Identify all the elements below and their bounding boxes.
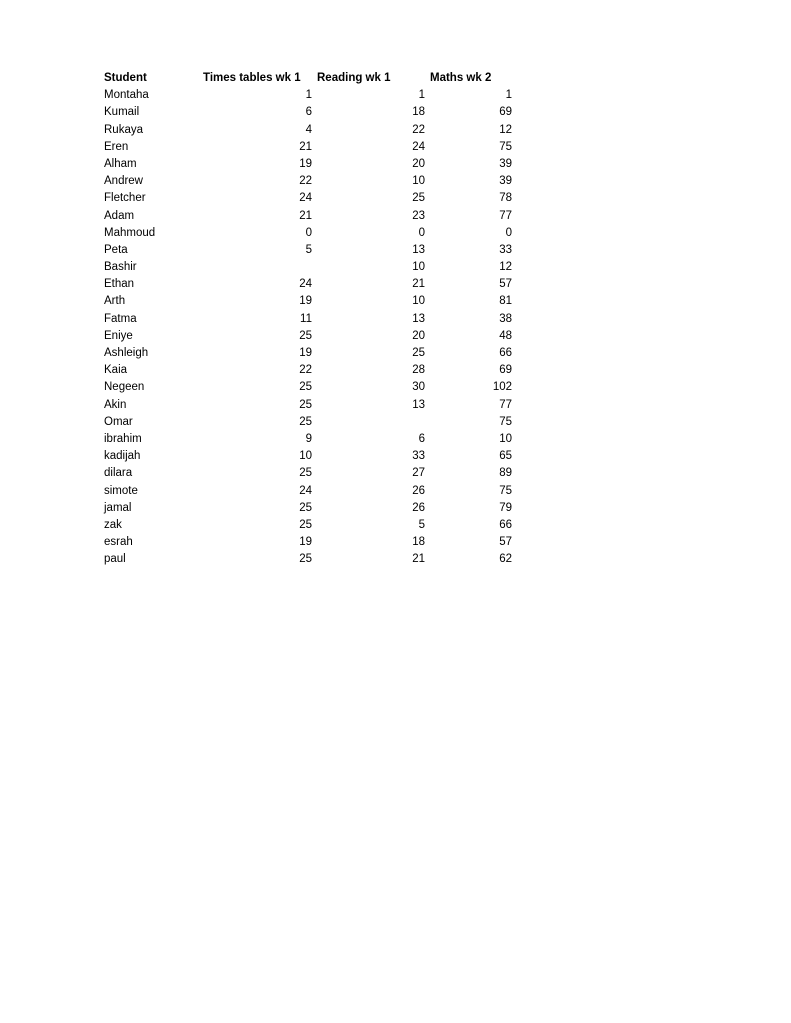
reading-cell: 28 xyxy=(412,364,425,377)
student-name-cell: Ethan xyxy=(104,278,135,291)
reading-cell: 18 xyxy=(412,536,425,549)
reading-cell: 10 xyxy=(412,175,425,188)
student-name-cell: Ashleigh xyxy=(104,347,149,359)
reading-cell: 33 xyxy=(412,450,425,463)
maths-cell: 69 xyxy=(499,106,512,119)
times-tables-cell: 22 xyxy=(299,175,312,188)
times-tables-cell: 10 xyxy=(299,450,312,463)
table-row xyxy=(104,311,524,328)
student-name-cell: paul xyxy=(104,553,126,566)
times-tables-cell: 6 xyxy=(305,106,312,119)
reading-cell: 1 xyxy=(418,89,425,102)
reading-cell: 30 xyxy=(412,381,425,394)
table-row xyxy=(104,414,524,431)
times-tables-cell: 25 xyxy=(299,518,312,531)
maths-cell: 77 xyxy=(499,209,512,222)
reading-cell: 10 xyxy=(412,261,425,274)
table-row xyxy=(104,208,524,225)
student-name-cell: Andrew xyxy=(104,175,143,188)
times-tables-cell: 25 xyxy=(299,553,312,566)
table-row xyxy=(104,87,524,104)
table-row xyxy=(104,225,524,242)
student-name-cell: jamal xyxy=(104,501,132,514)
reading-cell: 25 xyxy=(412,192,425,205)
table-row xyxy=(104,173,524,190)
times-tables-cell: 24 xyxy=(299,278,312,291)
reading-cell: 5 xyxy=(418,518,425,531)
table-row xyxy=(104,259,524,276)
maths-cell: 39 xyxy=(499,175,512,188)
maths-cell: 79 xyxy=(499,501,512,514)
times-tables-cell: 22 xyxy=(299,364,312,377)
maths-cell: 66 xyxy=(499,347,512,359)
student-name-cell: dilara xyxy=(104,467,133,480)
header-student: Student xyxy=(104,72,147,84)
times-tables-cell: 25 xyxy=(299,398,312,411)
reading-cell: 20 xyxy=(412,329,425,342)
reading-cell: 26 xyxy=(412,501,425,514)
maths-cell: 33 xyxy=(499,243,512,256)
maths-cell: 10 xyxy=(499,432,512,445)
maths-cell: 0 xyxy=(505,226,512,239)
times-tables-cell: 24 xyxy=(299,484,312,497)
table-row xyxy=(104,483,524,500)
maths-cell: 1 xyxy=(505,89,512,102)
times-tables-cell: 25 xyxy=(299,329,312,342)
reading-cell: 22 xyxy=(412,123,425,136)
table-row xyxy=(104,448,524,465)
maths-cell: 12 xyxy=(499,123,512,136)
maths-cell: 77 xyxy=(499,398,512,411)
student-name-cell: Adam xyxy=(104,209,135,222)
times-tables-cell: 25 xyxy=(299,381,312,394)
maths-cell: 38 xyxy=(499,312,512,325)
reading-cell: 27 xyxy=(412,467,425,480)
student-name-cell: Arth xyxy=(104,295,126,308)
maths-cell: 12 xyxy=(499,261,512,274)
reading-cell: 13 xyxy=(412,398,425,411)
reading-cell: 24 xyxy=(412,140,425,153)
maths-cell: 57 xyxy=(499,278,512,291)
table-row xyxy=(104,156,524,173)
maths-cell: 75 xyxy=(499,415,512,428)
scores-sheet xyxy=(104,70,524,568)
times-tables-cell: 4 xyxy=(305,123,312,136)
table-row xyxy=(104,362,524,379)
table-row xyxy=(104,328,524,345)
table-row xyxy=(104,431,524,448)
reading-cell: 18 xyxy=(412,106,425,119)
maths-cell: 62 xyxy=(499,553,512,566)
maths-cell: 81 xyxy=(499,295,512,308)
student-name-cell: simote xyxy=(104,484,138,497)
maths-cell: 39 xyxy=(499,157,512,170)
reading-cell: 21 xyxy=(412,553,425,566)
student-name-cell: Montaha xyxy=(104,89,149,102)
reading-cell: 0 xyxy=(418,226,425,239)
maths-cell: 57 xyxy=(499,536,512,549)
student-name-cell: Fatma xyxy=(104,312,137,325)
reading-cell: 23 xyxy=(412,209,425,222)
table-row xyxy=(104,190,524,207)
student-name-cell: Eniye xyxy=(104,329,133,342)
reading-cell: 26 xyxy=(412,484,425,497)
table-row xyxy=(104,242,524,259)
student-name-cell: Kaia xyxy=(104,364,128,377)
maths-cell: 102 xyxy=(492,381,512,394)
student-name-cell: Bashir xyxy=(104,261,137,274)
student-name-cell: Mahmoud xyxy=(104,226,156,239)
maths-cell: 75 xyxy=(499,140,512,153)
table-row xyxy=(104,500,524,517)
reading-cell: 25 xyxy=(412,347,425,359)
student-name-cell: esrah xyxy=(104,536,133,549)
reading-cell: 20 xyxy=(412,157,425,170)
reading-cell: 13 xyxy=(412,312,425,325)
times-tables-cell: 5 xyxy=(305,243,312,256)
reading-cell: 10 xyxy=(412,295,425,308)
times-tables-cell: 25 xyxy=(299,415,312,428)
table-row xyxy=(104,517,524,534)
student-name-cell: Kumail xyxy=(104,106,140,119)
student-name-cell: Fletcher xyxy=(104,192,146,205)
maths-cell: 75 xyxy=(499,484,512,497)
maths-cell: 78 xyxy=(499,192,512,205)
times-tables-cell: 19 xyxy=(299,157,312,170)
times-tables-cell: 19 xyxy=(299,347,312,359)
times-tables-cell: 21 xyxy=(299,209,312,222)
table-row xyxy=(104,397,524,414)
header-row xyxy=(104,70,524,87)
table-row xyxy=(104,534,524,551)
times-tables-cell: 21 xyxy=(299,140,312,153)
times-tables-cell: 19 xyxy=(299,295,312,308)
table-row xyxy=(104,551,524,568)
reading-cell: 13 xyxy=(412,243,425,256)
table-row xyxy=(104,276,524,293)
header-maths: Maths wk 2 xyxy=(430,72,492,84)
student-name-cell: Rukaya xyxy=(104,123,143,136)
reading-cell: 21 xyxy=(412,278,425,291)
student-name-cell: Negeen xyxy=(104,381,145,394)
maths-cell: 65 xyxy=(499,450,512,463)
student-name-cell: zak xyxy=(104,518,122,531)
header-reading: Reading wk 1 xyxy=(317,72,391,84)
table-row xyxy=(104,379,524,396)
times-tables-cell: 9 xyxy=(305,432,312,445)
student-name-cell: Omar xyxy=(104,415,133,428)
header-times-tables: Times tables wk 1 xyxy=(203,72,301,84)
times-tables-cell: 0 xyxy=(305,226,312,239)
times-tables-cell: 25 xyxy=(299,467,312,480)
maths-cell: 69 xyxy=(499,364,512,377)
table-row xyxy=(104,345,524,362)
table-row xyxy=(104,139,524,156)
maths-cell: 66 xyxy=(499,518,512,531)
table-row xyxy=(104,104,524,121)
student-name-cell: kadijah xyxy=(104,450,141,463)
student-name-cell: ibrahim xyxy=(104,432,142,445)
student-name-cell: Eren xyxy=(104,140,129,153)
table-row xyxy=(104,122,524,139)
table-row xyxy=(104,465,524,482)
table-body xyxy=(104,87,524,568)
times-tables-cell: 24 xyxy=(299,192,312,205)
student-name-cell: Akin xyxy=(104,398,127,411)
student-name-cell: Alham xyxy=(104,157,137,170)
maths-cell: 89 xyxy=(499,467,512,480)
times-tables-cell: 11 xyxy=(300,312,312,325)
times-tables-cell: 1 xyxy=(305,89,312,102)
table-row xyxy=(104,293,524,310)
maths-cell: 48 xyxy=(499,329,512,342)
student-name-cell: Peta xyxy=(104,243,128,256)
times-tables-cell: 19 xyxy=(299,536,312,549)
reading-cell: 6 xyxy=(418,432,425,445)
times-tables-cell: 25 xyxy=(299,501,312,514)
